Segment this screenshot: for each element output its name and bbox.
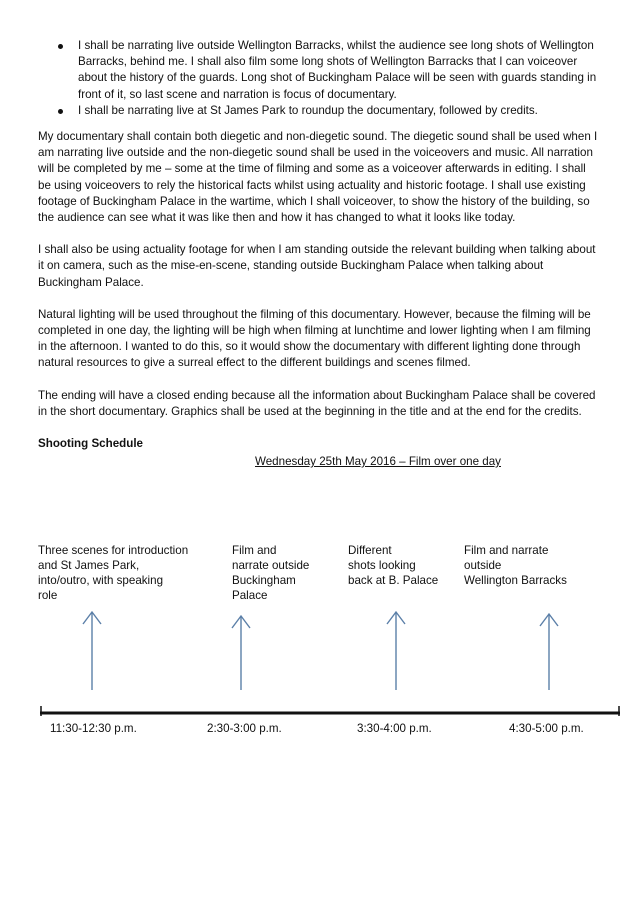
scene-label-3: Different shots looking back at B. Palace: [348, 544, 439, 587]
time-label: 4:30-5:00 p.m.: [509, 722, 584, 735]
paragraph-ending: The ending will have a closed ending because all the information about Buckingham Palace shall be covered in the short documentary. Graphics shall be used at the beginning in the title and at the end for the credits.: [38, 388, 596, 418]
up-arrow-icon: [540, 614, 558, 690]
paragraph-footage: I shall also be using actuality footage for when I am standing outside the relevant building when talking about it on camera, such as the mise-en-scene, standing outside Buckingham Palace when talking about Buckingham Palace.: [38, 243, 596, 289]
scene-label-4: Film and narrate outside Wellington Barracks: [464, 544, 567, 587]
timeline-line: [40, 706, 620, 716]
paragraph-lighting: Natural lighting will be used throughout the filming of this documentary. However, because the filming will be completed in one day, the lighting will be high when filming at lunchtime and lower lighting when I am filming in the afternoon. I wanted to do this, so it would show the documentary with different lighting done through natural resources to give a surreal effect to the different buildings and scenes filmed.: [38, 307, 591, 370]
time-label: 11:30-12:30 p.m.: [50, 722, 137, 735]
schedule-heading: Shooting Schedule: [38, 437, 143, 451]
up-arrow-icon: [232, 616, 250, 690]
up-arrow-icon: [83, 612, 101, 690]
scene-label-1: Three scenes for introduction and St James Park, into/outro, with speaking role: [38, 544, 189, 602]
scene-label-2: Film and narrate outside Buckingham Palace: [232, 544, 310, 602]
bullet-item: I shall be narrating live at St James Park to roundup the documentary, followed by credits.: [38, 103, 598, 119]
schedule-date: Wednesday 25th May 2016 – Film over one day: [255, 455, 501, 469]
up-arrow-icon: [387, 612, 405, 690]
time-label: 3:30-4:00 p.m.: [357, 722, 432, 735]
bullet-item: I shall be narrating live outside Wellington Barracks, whilst the audience see long shots of Wellington Barracks, behind me. I shall also film some long shots of Wellington Barracks that I can voiceover about the history of the guards. Long shot of Buckingham Palace will be seen with guards standing in front of it, so last scene and narration is focus of documentary.: [38, 38, 598, 103]
time-label: 2:30-3:00 p.m.: [207, 722, 282, 735]
paragraph-sound: My documentary shall contain both diegetic and non-diegetic sound. The diegetic sound shall be used when I am narrating live outside and the non-diegetic sound shall be used in the voiceovers and music. All narration will be completed by me – some at the time of filming and some as a voiceover afterwards in editing. I shall be using voiceovers to rely the historical facts whilst using actuality and historic footage. I shall use existing footage of Buckingham Palace in the wartime, which I shall voiceover, to show the history of the building, so the audience can see what it was like then and how it has changed to what it looks like today.: [38, 130, 598, 225]
